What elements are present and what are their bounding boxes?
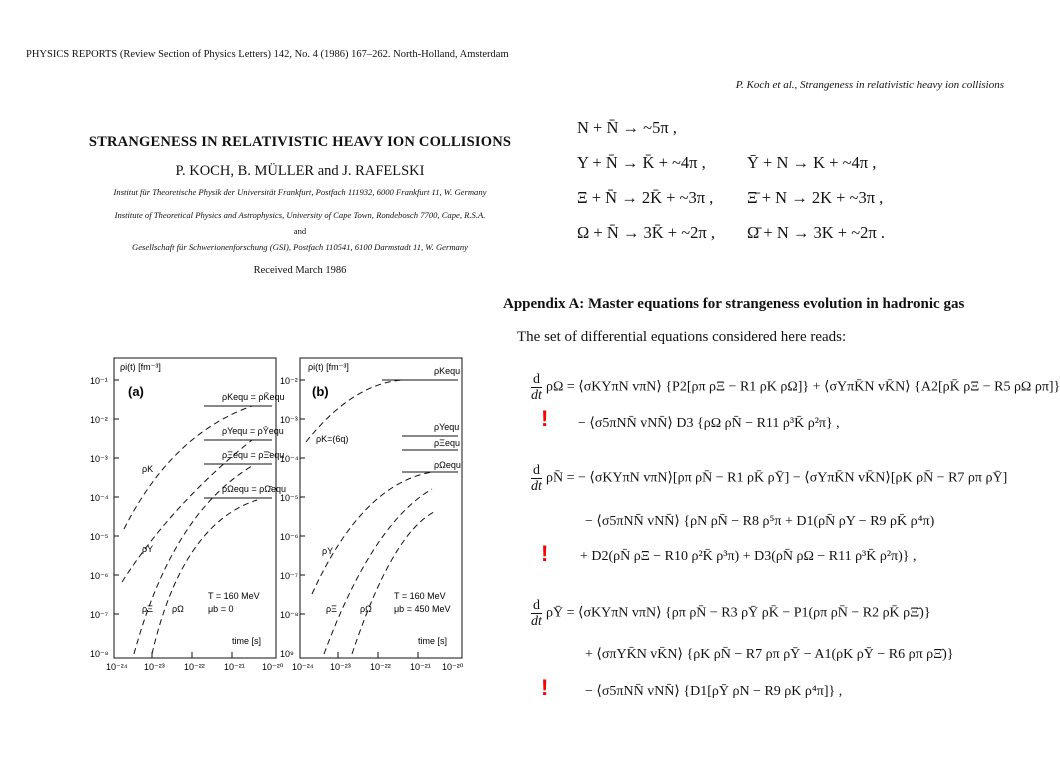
x-tick: 10⁻²⁴ — [292, 662, 314, 672]
curve-label: ρΞ — [142, 604, 153, 614]
panel-b-equilibrium-labels — [434, 366, 461, 470]
panel-a-x-ticks — [106, 662, 284, 672]
reaction-row — [577, 145, 997, 180]
reaction-left: Ω + N̄ → 3K̄ + ~2π , — [577, 222, 715, 242]
density-evolution-figure — [90, 354, 464, 672]
curve-label: ρΞ — [326, 604, 337, 614]
panel-a-curves — [122, 406, 257, 654]
x-tick: 10⁻²⁴ — [106, 662, 128, 672]
journal-reference: PHYSICS REPORTS (Review Section of Physics Letters) 142, No. 4 (1986) 167–262. North-Holland, Amsterdam — [26, 49, 509, 60]
affiliation-cape-town: Institute of Theoretical Physics and Astrophysics, University of Cape Town, Rondebosch 7700, Cape, R.S.A. — [114, 210, 486, 220]
condition-chemical-potential: μb = 450 MeV — [394, 604, 451, 614]
panel-a-frame — [114, 358, 276, 658]
curve-label: ρK=(6q) — [316, 434, 349, 444]
equation-ybar-line2: + ⟨σπYK̄N vK̄N⟩ {ρK ρN̄ − R7 ρπ ρȲ − A1(ρK ρȲ − R6 ρπ ρΞ̄)} — [585, 647, 954, 662]
equation-nbar-line2: − ⟨σ5πNN̄ vNN̄⟩ {ρN ρN̄ − R8 ρ⁵π + D1(ρN̄ ρY − R9 ρK̄ ρ⁴π) — [585, 514, 935, 529]
equilibrium-label: ρYequ = ρȲequ — [222, 426, 284, 436]
equation-nbar-line3: + D2(ρN̄ ρΞ − R10 ρ²K̄ ρ³π) + D3(ρN̄ ρΩ − R11 ρ³K̄ ρ²π)} , — [580, 549, 917, 564]
curve-label: ρY — [142, 544, 154, 554]
equilibrium-label: ρYequ — [434, 422, 460, 432]
reaction-left: Y + N̄ → K̄ + ~4π , — [577, 152, 706, 172]
received-date: Received March 1986 — [253, 265, 347, 276]
equilibrium-label: ρKequ — [434, 366, 461, 376]
reaction-right: Ȳ + N → K + ~4π , — [747, 152, 877, 172]
y-tick: 10⁻⁸ — [90, 649, 109, 659]
curve-label: ρΩ — [360, 604, 372, 614]
x-tick: 10⁻²⁰ — [442, 662, 464, 672]
y-tick: 10⁻⁵ — [90, 532, 109, 542]
warning-flag-icon: ! — [541, 541, 549, 566]
time-derivative: $\frac{d}{dt}$ — [531, 372, 542, 403]
tick-marks — [114, 380, 418, 658]
condition-temperature: T = 160 MeV — [394, 591, 446, 601]
equation-omega-line1: $\frac{d}{dt}$ ρΩ = ⟨σKYπN vπN⟩ {P2[ρπ ρΞ − R1 ρK ρΩ]} + ⟨σΥπK̄N vK̄N⟩ {A2[ρK̄ ρΞ − R5 ρΩ ρπ]} — [531, 372, 1060, 403]
y-tick: 10⁻⁸ — [280, 610, 299, 620]
warning-flag-icon: ! — [541, 406, 549, 431]
panel-a-y-ticks — [90, 376, 109, 659]
figure-svg — [90, 354, 464, 672]
y-tick: 10⁹ — [280, 649, 294, 659]
x-tick: 10⁻²³ — [144, 662, 165, 672]
x-tick: 10⁻²¹ — [410, 662, 431, 672]
equilibrium-label: ρKequ = ρK̄equ — [222, 392, 285, 402]
equilibrium-label: ρΞequ — [434, 438, 460, 448]
curve-label: ρK — [142, 464, 154, 474]
y-tick: 10⁻⁴ — [280, 454, 299, 464]
y-tick: 10⁻⁷ — [90, 610, 109, 620]
y-tick: 10⁻² — [90, 415, 108, 425]
x-tick: 10⁻²⁰ — [262, 662, 284, 672]
reaction-list — [577, 110, 997, 250]
equation-omega-line2: − ⟨σ5πNN̄ vNN̄⟩ D3 {ρΩ ρN̄ − R11 ρ³K̄ ρ²π} , — [578, 416, 840, 431]
time-derivative: $\frac{d}{dt}$ — [531, 598, 542, 629]
y-tick: 10⁻² — [280, 376, 298, 386]
reaction-right: Ξ̄ + N → 2K + ~3π , — [747, 187, 884, 207]
article-authors: P. KOCH, B. MÜLLER and J. RAFELSKI — [175, 163, 425, 179]
equilibrium-label: ρΞequ = ρΞ̄equ — [222, 450, 285, 460]
y-tick: 10⁻⁵ — [280, 493, 299, 503]
x-axis-title: time [s] — [418, 636, 448, 646]
x-tick: 10⁻²³ — [330, 662, 351, 672]
reaction-left: Ξ + N̄ → 2K̄ + ~3π , — [577, 187, 714, 207]
panel-b-y-title: ρi(t) [fm⁻³] — [308, 362, 349, 372]
warning-flag-icon: ! — [541, 675, 549, 700]
x-tick: 10⁻²² — [184, 662, 205, 672]
condition-chemical-potential: μb = 0 — [208, 604, 234, 614]
and-separator: and — [293, 226, 307, 236]
panel-b-y-ticks — [280, 376, 299, 659]
equilibrium-label: ρΩequ — [434, 460, 461, 470]
panel-b-curve-labels — [316, 434, 450, 646]
equation-ybar-line3: − ⟨σ5πNN̄ vNN̄⟩ {D1[ρȲ ρN − R9 ρK ρ⁴π]} , — [585, 684, 843, 699]
reaction-right: Ω̄ + N → 3K + ~2π . — [747, 222, 885, 242]
y-tick: 10⁻³ — [280, 415, 298, 425]
panel-b-x-ticks — [292, 662, 464, 672]
x-tick: 10⁻²¹ — [224, 662, 245, 672]
running-head: P. Koch et al., Strangeness in relativistic heavy ion collisions — [735, 79, 1004, 91]
affiliation-frankfurt: Institut für Theoretische Physik der Universität Frankfurt, Postfach 111932, 6000 Frankfurt 11, W. Germany — [113, 187, 487, 197]
article-title: STRANGENESS IN RELATIVISTIC HEAVY ION COLLISIONS — [88, 134, 512, 150]
time-derivative: $\frac{d}{dt}$ — [531, 463, 542, 494]
curve-label: ρΩ — [172, 604, 184, 614]
y-tick: 10⁻³ — [90, 454, 108, 464]
reaction-row — [577, 215, 997, 250]
y-tick: 10⁻⁷ — [280, 571, 299, 581]
reaction-row — [577, 110, 997, 145]
title-block — [30, 134, 570, 276]
equation-ybar-line1: $\frac{d}{dt}$ ρȲ = ⟨σKYπN vπN⟩ {ρπ ρN̄ − R3 ρȲ ρK̄ − P1(ρπ ρN̄ − R2 ρK̄ ρΞ̄)} — [531, 598, 931, 629]
panel-b-label: (b) — [312, 384, 329, 399]
condition-temperature: T = 160 MeV — [208, 591, 260, 601]
y-tick: 10⁻⁶ — [90, 571, 109, 581]
appendix-heading: Appendix A: Master equations for strangeness evolution in hadronic gas — [503, 296, 965, 312]
y-tick: 10⁻⁴ — [90, 493, 109, 503]
y-tick: 10⁻¹ — [90, 376, 108, 386]
x-tick: 10⁻²² — [370, 662, 391, 672]
equilibrium-label: ρΩequ = ρΩ̄equ — [222, 484, 286, 494]
y-tick: 10⁻⁶ — [280, 532, 299, 542]
panel-a-y-title: ρi(t) [fm⁻³] — [120, 362, 161, 372]
equation-nbar-line1: $\frac{d}{dt}$ ρN̄ = − ⟨σKYπN vπN⟩[ρπ ρN̄ − R1 ρK̄ ρȲ] − ⟨σYπK̄N vK̄N⟩[ρK ρN̄ − R7 ρπ ρȲ] — [531, 463, 1008, 494]
appendix-intro: The set of differential equations considered here reads: — [517, 329, 847, 345]
curve-label: ρY — [322, 546, 334, 556]
x-axis-title: time [s] — [232, 636, 262, 646]
reaction-left: N + N̄ → ~5π , — [577, 117, 677, 137]
panel-a-label: (a) — [128, 384, 144, 399]
affiliation-gsi: Gesellschaft für Schwerionenforschung (GSI), Postfach 110541, 6100 Darmstadt 11, W. Germany — [132, 242, 468, 252]
reaction-row — [577, 180, 997, 215]
